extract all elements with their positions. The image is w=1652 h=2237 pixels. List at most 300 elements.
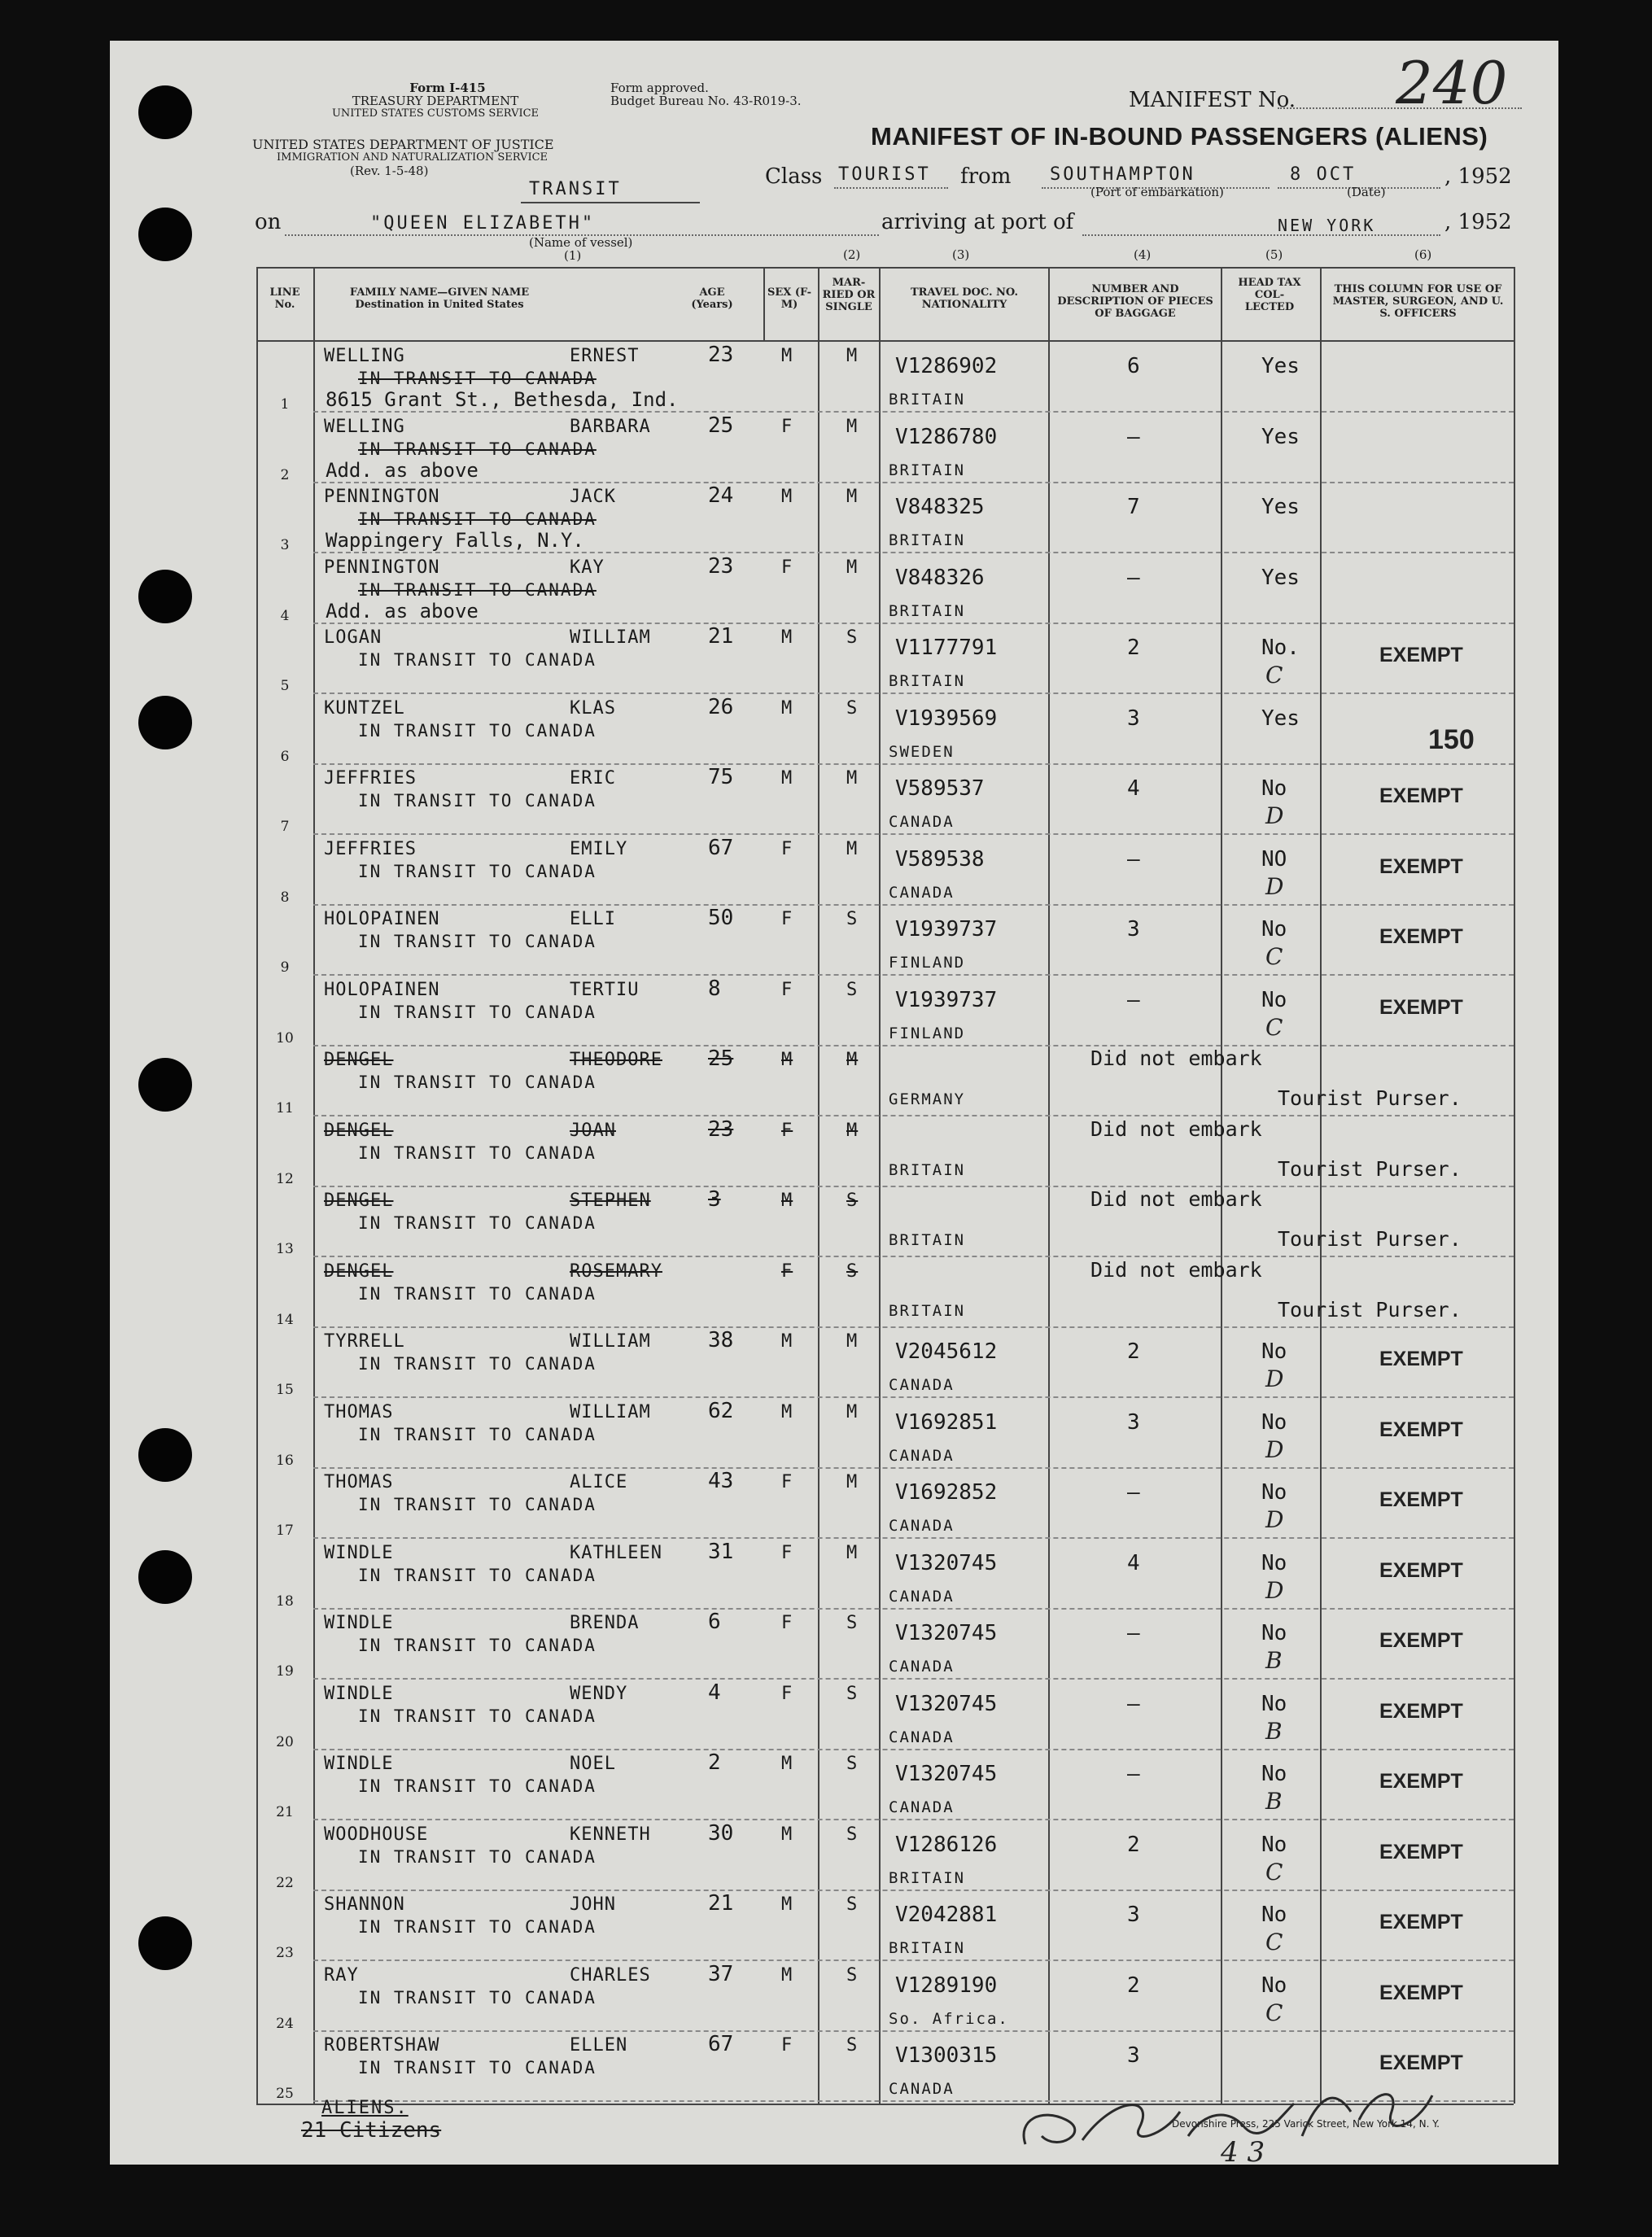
nationality: CANADA <box>889 1376 955 1394</box>
marital-status: M <box>846 1543 859 1563</box>
destination: IN TRANSIT TO CANADA <box>358 1354 597 1374</box>
col-header-baggage: NUMBER AND DESCRIPTION OF PIECES OF BAGGAGE <box>1057 283 1213 320</box>
sex: M <box>781 1754 793 1774</box>
destination: IN TRANSIT TO CANADA <box>358 369 597 388</box>
family-name: JEFFRIES <box>324 768 417 789</box>
marital-status: M <box>846 346 859 366</box>
handwritten-signature <box>1009 2063 1530 2169</box>
stamp-number: 240 <box>1396 49 1508 117</box>
exempt-stamp: EXEMPT <box>1379 1911 1463 1933</box>
destination: IN TRANSIT TO CANADA <box>358 509 597 529</box>
tax-mark: D <box>1265 1436 1284 1463</box>
family-name: THOMAS <box>324 1402 394 1422</box>
baggage-count: 3 <box>1127 1410 1140 1435</box>
exempt-stamp: EXEMPT <box>1379 1488 1463 1511</box>
nationality: CANADA <box>889 1798 955 1816</box>
from-value: SOUTHAMPTON <box>1050 164 1195 185</box>
row-divider <box>313 552 1514 553</box>
exempt-stamp: EXEMPT <box>1379 855 1463 878</box>
row-divider <box>313 1396 1514 1398</box>
class-label: Class <box>765 164 823 189</box>
family-name: PENNINGTON <box>324 487 440 507</box>
given-name: ERIC <box>570 768 616 789</box>
age: 67 <box>708 836 734 860</box>
row-divider <box>313 1115 1514 1116</box>
sex: M <box>781 1894 793 1915</box>
baggage-count: 7 <box>1127 495 1140 519</box>
nationality: BRITAIN <box>889 602 966 620</box>
exempt-stamp: EXEMPT <box>1379 1348 1463 1370</box>
sex: M <box>781 1965 793 1986</box>
given-name: ALICE <box>570 1472 628 1492</box>
customs-service: UNITED STATES CUSTOMS SERVICE <box>331 107 540 120</box>
age: 3 <box>708 1187 721 1212</box>
head-tax: No <box>1261 1833 1287 1857</box>
head-tax: Yes <box>1261 706 1300 731</box>
col-header-sex: SEX (F-M) <box>767 286 812 311</box>
baggage-count: 3 <box>1127 2043 1140 2068</box>
tax-mark: C <box>1265 662 1283 688</box>
exempt-stamp: EXEMPT <box>1379 2051 1463 2074</box>
travel-doc-no: V2045612 <box>895 1339 998 1364</box>
baggage-count: 4 <box>1127 776 1140 801</box>
arrival-port: NEW YORK <box>1278 216 1376 235</box>
destination: IN TRANSIT TO CANADA <box>358 1566 597 1585</box>
family-name: WOODHOUSE <box>324 1824 429 1845</box>
head-tax: No <box>1261 776 1287 801</box>
marital-status: S <box>846 1613 859 1633</box>
travel-doc-no: V1320745 <box>895 1762 998 1786</box>
sex: M <box>781 1191 793 1211</box>
citizens-count: 21 Citizens <box>301 2118 442 2143</box>
head-tax: No <box>1261 1621 1287 1645</box>
transit-label: TRANSIT <box>529 179 622 199</box>
col-num-4: (4) <box>1134 247 1152 262</box>
given-name: WILLIAM <box>570 1331 651 1352</box>
arrival-line <box>1082 234 1440 236</box>
destination: IN TRANSIT TO CANADA <box>358 2058 597 2078</box>
destination: IN TRANSIT TO CANADA <box>358 1284 597 1304</box>
signature-tally: 4 3 <box>1221 2136 1265 2169</box>
baggage-count: 6 <box>1127 354 1140 378</box>
line-number: 19 <box>276 1663 294 1680</box>
given-name: JOHN <box>570 1894 616 1915</box>
line-number: 8 <box>280 889 290 906</box>
marital-status: M <box>846 768 859 789</box>
sex: M <box>781 698 793 719</box>
line-number: 3 <box>280 537 290 553</box>
sex: F <box>781 1543 793 1563</box>
line-number: 22 <box>276 1875 294 1891</box>
head-tax: No. <box>1261 636 1300 660</box>
family-name: SHANNON <box>324 1894 405 1915</box>
sex: F <box>781 417 793 437</box>
age: 25 <box>708 1046 734 1071</box>
family-name: HOLOPAINEN <box>324 909 440 929</box>
family-name: DENGEL <box>324 1121 394 1141</box>
head-tax-amount: 150 <box>1428 724 1475 755</box>
purser-note: Tourist Purser. <box>1278 1298 1462 1322</box>
age: 6 <box>708 1610 721 1634</box>
given-name: KAY <box>570 557 605 578</box>
baggage-count: 4 <box>1127 1551 1140 1575</box>
travel-doc-no: V1286780 <box>895 425 998 449</box>
head-tax: No <box>1261 917 1287 942</box>
given-name: KENNETH <box>570 1824 651 1845</box>
col-header-married: MAR- RIED OR SINGLE <box>822 277 876 313</box>
marital-status: S <box>846 1965 859 1986</box>
given-name: TERTIU <box>570 980 640 1000</box>
family-name: ROBERTSHAW <box>324 2035 440 2056</box>
binder-hole <box>138 696 192 749</box>
marital-status: M <box>846 1050 859 1070</box>
travel-doc-no: V1286126 <box>895 1833 998 1857</box>
age: 31 <box>708 1540 734 1564</box>
family-name: DENGEL <box>324 1050 394 1070</box>
travel-doc-no: V1177791 <box>895 636 998 660</box>
destination: IN TRANSIT TO CANADA <box>358 1847 597 1867</box>
binder-hole <box>138 1058 192 1112</box>
travel-doc-no: V848326 <box>895 566 985 590</box>
baggage-count: – <box>1127 847 1140 872</box>
class-value: TOURIST <box>838 164 931 185</box>
sex: F <box>781 909 793 929</box>
aliens-label: ALIENS. <box>321 2098 409 2118</box>
destination: IN TRANSIT TO CANADA <box>358 1495 597 1514</box>
line-number: 16 <box>276 1453 294 1469</box>
tax-mark: C <box>1265 1014 1283 1041</box>
row-divider <box>313 623 1514 624</box>
tax-mark: D <box>1265 1365 1284 1392</box>
row-divider <box>313 482 1514 483</box>
sex: F <box>781 839 793 859</box>
row-divider <box>313 2030 1514 2032</box>
exempt-stamp: EXEMPT <box>1379 1841 1463 1863</box>
manifest-label: MANIFEST No. <box>1129 88 1296 112</box>
page-title: MANIFEST OF IN-BOUND PASSENGERS (ALIENS) <box>871 122 1488 151</box>
family-name: JEFFRIES <box>324 839 417 859</box>
baggage-count: – <box>1127 425 1140 449</box>
binder-hole <box>138 570 192 623</box>
line-number: 15 <box>276 1382 294 1398</box>
head-tax: NO <box>1261 847 1287 872</box>
tax-mark: C <box>1265 1859 1283 1885</box>
nationality: FINLAND <box>889 1025 966 1042</box>
age: 2 <box>708 1750 721 1775</box>
line-number: 1 <box>280 396 290 413</box>
line-number: 24 <box>276 2016 294 2032</box>
from-label: from <box>960 164 1012 189</box>
family-name: WINDLE <box>324 1613 394 1633</box>
col-header-line: LINE No. <box>269 286 300 311</box>
address: Wappingery Falls, N.Y. <box>326 529 584 552</box>
given-name: EMILY <box>570 839 628 859</box>
baggage-count: 3 <box>1127 1903 1140 1927</box>
age: 37 <box>708 1962 734 1986</box>
marital-status: M <box>846 1472 859 1492</box>
destination: IN TRANSIT TO CANADA <box>358 650 597 670</box>
tax-mark: D <box>1265 1577 1284 1604</box>
sex: M <box>781 346 793 366</box>
family-name: TYRRELL <box>324 1331 405 1352</box>
family-name: WELLING <box>324 417 405 437</box>
row-divider <box>313 1608 1514 1610</box>
sex: M <box>781 768 793 789</box>
row-divider <box>313 763 1514 765</box>
given-name: JACK <box>570 487 616 507</box>
doj: UNITED STATES DEPARTMENT OF JUSTICE <box>252 137 554 152</box>
line-number: 2 <box>280 467 290 483</box>
family-name: WINDLE <box>324 1543 394 1563</box>
family-name: WINDLE <box>324 1754 394 1774</box>
age: 75 <box>708 765 734 789</box>
marital-status: S <box>846 1261 859 1282</box>
transit-underline <box>521 202 700 203</box>
exempt-stamp: EXEMPT <box>1379 925 1463 948</box>
given-name: BRENDA <box>570 1613 640 1633</box>
head-tax: Yes <box>1261 566 1300 590</box>
row-divider <box>313 1819 1514 1820</box>
baggage-count: 2 <box>1127 1973 1140 1998</box>
line-number: 9 <box>280 959 290 976</box>
destination: IN TRANSIT TO CANADA <box>358 1917 597 1937</box>
age: 67 <box>708 2032 734 2056</box>
header-bottom <box>256 340 1514 342</box>
travel-doc-no: V589538 <box>895 847 985 872</box>
table-top <box>256 267 1514 269</box>
given-name: WENDY <box>570 1684 628 1704</box>
nationality: BRITAIN <box>889 461 966 479</box>
row-divider <box>313 1045 1514 1046</box>
marital-status: M <box>846 1402 859 1422</box>
marital-status: S <box>846 1894 859 1915</box>
line-number: 7 <box>280 819 290 835</box>
ins: IMMIGRATION AND NATURALIZATION SERVICE <box>277 151 548 164</box>
line-number: 17 <box>276 1523 294 1539</box>
line-number: 23 <box>276 1945 294 1961</box>
tax-mark: B <box>1265 1647 1283 1674</box>
nationality: BRITAIN <box>889 531 966 549</box>
family-name: HOLOPAINEN <box>324 980 440 1000</box>
row-divider <box>313 1186 1514 1187</box>
exempt-stamp: EXEMPT <box>1379 1629 1463 1652</box>
purser-note: Tourist Purser. <box>1278 1086 1462 1110</box>
exempt-stamp: EXEMPT <box>1379 1700 1463 1723</box>
sex: M <box>781 1402 793 1422</box>
age: 4 <box>708 1680 721 1705</box>
given-name: NOEL <box>570 1754 616 1774</box>
marital-status: S <box>846 1824 859 1845</box>
nationality: So. Africa. <box>889 2010 1009 2028</box>
did-not-embark: Did not embark <box>1090 1117 1262 1141</box>
line-number: 18 <box>276 1593 294 1610</box>
destination: IN TRANSIT TO CANADA <box>358 932 597 951</box>
destination: IN TRANSIT TO CANADA <box>358 1636 597 1655</box>
sex: F <box>781 1472 793 1492</box>
age: 62 <box>708 1399 734 1423</box>
row-divider <box>313 1467 1514 1469</box>
destination: IN TRANSIT TO CANADA <box>358 1776 597 1796</box>
destination: IN TRANSIT TO CANADA <box>358 721 597 741</box>
age: 23 <box>708 1117 734 1142</box>
baggage-count: – <box>1127 1621 1140 1645</box>
family-name: KUNTZEL <box>324 698 405 719</box>
baggage-count: 2 <box>1127 636 1140 660</box>
form-approved: Form approved. <box>610 81 709 95</box>
travel-doc-no: V1320745 <box>895 1621 998 1645</box>
col-header-doc: TRAVEL DOC. NO. NATIONALITY <box>910 286 1019 311</box>
vessel-name: "QUEEN ELIZABETH" <box>370 213 596 234</box>
baggage-count: – <box>1127 1480 1140 1505</box>
nationality: BRITAIN <box>889 672 966 690</box>
age: 23 <box>708 554 734 579</box>
col-num-2: (2) <box>843 247 861 262</box>
form-number: Form I-415 <box>409 81 486 95</box>
tax-mark: B <box>1265 1788 1283 1815</box>
marital-status: S <box>846 980 859 1000</box>
family-name: PENNINGTON <box>324 557 440 578</box>
age: 23 <box>708 343 734 367</box>
purser-note: Tourist Purser. <box>1278 1227 1462 1251</box>
head-tax: No <box>1261 1973 1287 1998</box>
baggage-count: – <box>1127 1762 1140 1786</box>
col-num-6: (6) <box>1414 247 1432 262</box>
row-divider <box>313 1960 1514 1961</box>
tax-mark: B <box>1265 1718 1283 1745</box>
date-value: 8 OCT <box>1290 164 1357 185</box>
exempt-stamp: EXEMPT <box>1379 784 1463 807</box>
marital-status: S <box>846 909 859 929</box>
destination: IN TRANSIT TO CANADA <box>358 1003 597 1022</box>
sex: F <box>781 557 793 578</box>
nationality: CANADA <box>889 1658 955 1676</box>
given-name: WILLIAM <box>570 627 651 648</box>
col-header-name: FAMILY NAME—GIVEN NAME Destination in United States <box>349 286 530 311</box>
marital-status: S <box>846 698 859 719</box>
age: 30 <box>708 1821 734 1846</box>
address: Add. as above <box>326 459 479 482</box>
given-name: BARBARA <box>570 417 651 437</box>
head-tax: Yes <box>1261 495 1300 519</box>
destination: IN TRANSIT TO CANADA <box>358 862 597 881</box>
sex: F <box>781 2035 793 2056</box>
year-2: , 1952 <box>1444 210 1512 234</box>
tax-mark: D <box>1265 802 1284 829</box>
row-divider <box>313 904 1514 906</box>
age: 8 <box>708 977 721 1001</box>
nationality: CANADA <box>889 884 955 902</box>
baggage-count: – <box>1127 1692 1140 1716</box>
destination: IN TRANSIT TO CANADA <box>358 1073 597 1092</box>
line-number: 21 <box>276 1804 294 1820</box>
col-border <box>256 267 258 2104</box>
did-not-embark: Did not embark <box>1090 1046 1262 1070</box>
travel-doc-no: V1692851 <box>895 1410 998 1435</box>
arriving-label: arriving at port of <box>881 210 1074 234</box>
row-divider <box>313 1890 1514 1891</box>
sex: M <box>781 1050 793 1070</box>
family-name: DENGEL <box>324 1261 394 1282</box>
line-number: 20 <box>276 1734 294 1750</box>
age: 24 <box>708 483 734 508</box>
baggage-count: 3 <box>1127 917 1140 942</box>
row-divider <box>313 833 1514 835</box>
nationality: BRITAIN <box>889 1869 966 1887</box>
exempt-stamp: EXEMPT <box>1379 1559 1463 1582</box>
age: 21 <box>708 624 734 649</box>
given-name: KLAS <box>570 698 616 719</box>
nationality: BRITAIN <box>889 391 966 409</box>
binder-hole <box>138 85 192 139</box>
sex: F <box>781 1613 793 1633</box>
exempt-stamp: EXEMPT <box>1379 996 1463 1019</box>
did-not-embark: Did not embark <box>1090 1258 1262 1282</box>
marital-status: S <box>846 1754 859 1774</box>
baggage-count: 2 <box>1127 1833 1140 1857</box>
treasury-dept: TREASURY DEPARTMENT <box>352 94 519 108</box>
line-number: 11 <box>276 1100 294 1116</box>
col-num-3: (3) <box>952 247 970 262</box>
baggage-count: – <box>1127 988 1140 1012</box>
given-name: ROSEMARY <box>570 1261 662 1282</box>
tax-mark: D <box>1265 1506 1284 1533</box>
travel-doc-no: V1939737 <box>895 988 998 1012</box>
row-divider <box>313 411 1514 413</box>
sex: F <box>781 1261 793 1282</box>
destination: IN TRANSIT TO CANADA <box>358 1706 597 1726</box>
line-number: 6 <box>280 749 290 765</box>
row-divider <box>313 693 1514 694</box>
exempt-stamp: EXEMPT <box>1379 1770 1463 1793</box>
sex: F <box>781 1121 793 1141</box>
given-name: THEODORE <box>570 1050 662 1070</box>
line-number: 14 <box>276 1312 294 1328</box>
head-tax: No <box>1261 1692 1287 1716</box>
year-1: , 1952 <box>1444 164 1512 189</box>
col-num-5: (5) <box>1265 247 1283 262</box>
travel-doc-no: V2042881 <box>895 1903 998 1927</box>
given-name: ELLEN <box>570 2035 628 2056</box>
travel-doc-no: V1939737 <box>895 917 998 942</box>
binder-hole <box>138 1916 192 1970</box>
destination: IN TRANSIT TO CANADA <box>358 1213 597 1233</box>
marital-status: M <box>846 1331 859 1352</box>
nationality: BRITAIN <box>889 1302 966 1320</box>
destination: IN TRANSIT TO CANADA <box>358 791 597 810</box>
on-label: on <box>255 210 282 234</box>
row-divider <box>313 1537 1514 1539</box>
nationality: BRITAIN <box>889 1231 966 1249</box>
head-tax: No <box>1261 1551 1287 1575</box>
line-number: 25 <box>276 2086 294 2102</box>
baggage-count: 2 <box>1127 1339 1140 1364</box>
sex: M <box>781 627 793 648</box>
travel-doc-no: V1300315 <box>895 2043 998 2068</box>
destination: IN TRANSIT TO CANADA <box>358 1143 597 1163</box>
line-number: 10 <box>276 1030 294 1046</box>
tax-mark: C <box>1265 1929 1283 1955</box>
travel-doc-no: V848325 <box>895 495 985 519</box>
binder-hole <box>138 1550 192 1604</box>
marital-status: M <box>846 417 859 437</box>
marital-status: S <box>846 1191 859 1211</box>
did-not-embark: Did not embark <box>1090 1187 1262 1211</box>
budget-bureau: Budget Bureau No. 43-R019-3. <box>610 94 802 108</box>
nationality: CANADA <box>889 1728 955 1746</box>
tax-mark: C <box>1265 1999 1283 2026</box>
tax-mark: C <box>1265 943 1283 970</box>
row-divider <box>313 1749 1514 1750</box>
